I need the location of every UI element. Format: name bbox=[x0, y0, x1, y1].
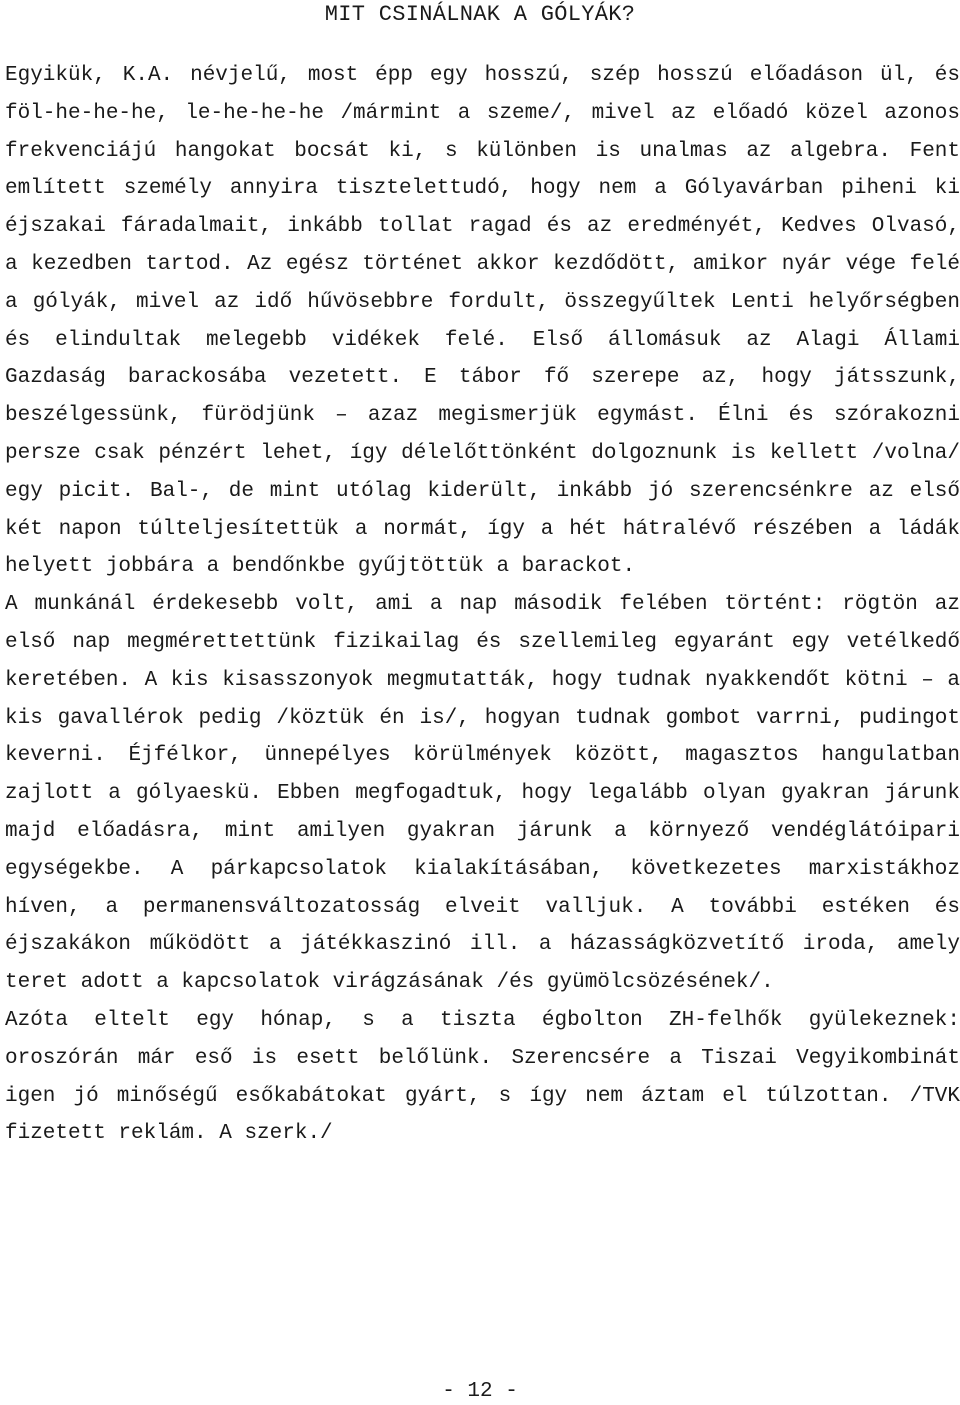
paragraph-2: A munkánál érdekesebb volt, ami a nap második felében történt: rögtön az első nap megmérettettünk fizikailag és szellemileg egyaránt egy vetélkedő keretében. A kis kisasszonyok megmutatták, hogy tudnak nyakkendőt kötni – a kis gavallérok pedig /köztük én is/, hogyan tudnak gombot varrni, pudingot keverni. Éjfélkor, ünnepélyes körülmények között, magasztos hangulatban zajlott a gólyaeskü. Ebben megfogadtuk, hogy legalább olyan gyakran járunk majd előadásra, mint amilyen gyakran járunk a környező vendéglátóipari egységekbe. A párkapcsolatok kialakításában, következetes marxistákhoz híven, a permanensváltozatosság elveit valljuk. A további estéken és éjszakákon működött a játékkaszinó ill. a házasságközvetítő iroda, amely teret adott a kapcsolatok virágzásának /és gyümölcsözésének/. bbox=[5, 593, 960, 995]
page-title: MIT CSINÁLNAK A GÓLYÁK? bbox=[324, 2, 636, 27]
page-number: - 12 - bbox=[442, 1380, 518, 1403]
article-body bbox=[5, 57, 960, 1153]
paragraph-1: Egyikük, K.A. névjelű, most épp egy hosszú, szép hosszú előadáson ül, és föl-he-he-he, le-he-he-he /mármint a szeme/, mivel az előadó közel azonos frekvenciájú hangokat bocsát ki, s különben is unalmas az algebra. Fent említett személy annyira tisztelettudó, hogy nem a Gólyavárban piheni ki éjszakai fáradalmait, inkább tollat ragad és az eredményét, Kedves Olvasó, a kezedben tartod. Az egész történet akkor kezdődött, amikor nyár vége felé a gólyák, mivel az idő hűvösebbre fordult, összegyűltek Lenti helyőrségben és elindultak melegebb vidékek felé. Első állomásuk az Alagi Állami Gazdaság barackosába vezetett. E tábor fő szerepe az, hogy játsszunk, beszélgessünk, fürödjünk – azaz megismerjük egymást. Élni és szórakozni persze csak pénzért lehet, így délelőttönként dolgoznunk is kellett /volna/ egy picit. Bal-, de mint utólag kiderült, inkább jó szerencsénkre az első két napon túlteljesítettük a normát, így a hét hátralévő részében a ládák helyett jobbára a bendőnkbe gyűjtöttük a barackot. bbox=[5, 64, 960, 579]
paragraph-3: Azóta eltelt egy hónap, s a tiszta égbolton ZH-felhők gyülekeznek: oroszórán már eső is esett belőlünk. Szerencsére a Tiszai Vegyikombinát igen jó minőségű esőkabátokat gyárt, s így nem áztam el túlzottan. /TVK fizetett reklám. A szerk./ bbox=[5, 1008, 960, 1146]
